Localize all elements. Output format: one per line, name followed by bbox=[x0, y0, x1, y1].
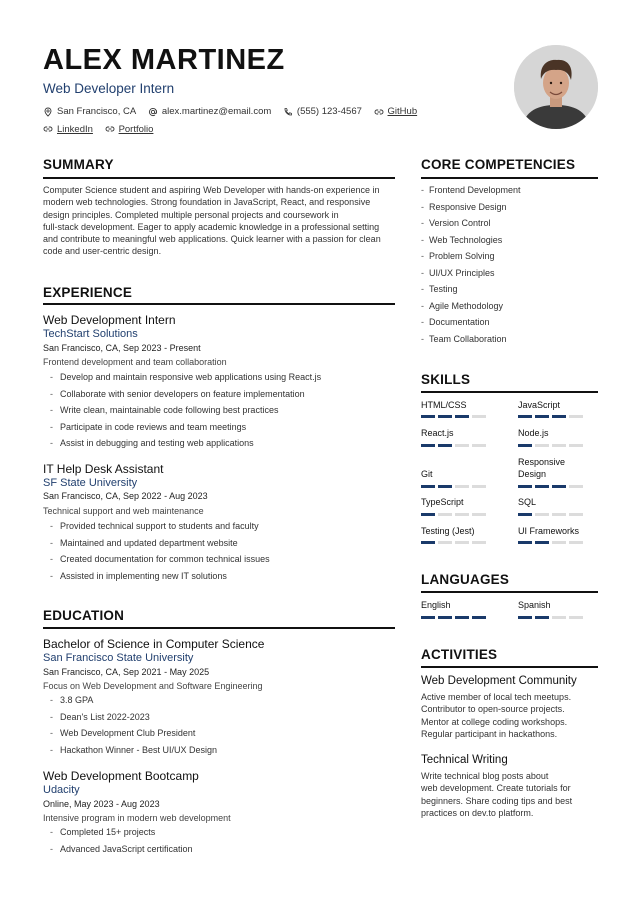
level-segment bbox=[535, 444, 549, 447]
skill-name: TypeScript bbox=[421, 497, 464, 507]
phone-icon bbox=[283, 107, 293, 117]
level-segment bbox=[455, 616, 469, 619]
profile-photo bbox=[514, 45, 598, 129]
list-item: - Documentation bbox=[421, 316, 521, 333]
activities-heading: ACTIVITIES bbox=[421, 647, 498, 662]
level-segment bbox=[569, 444, 583, 447]
contact-info bbox=[43, 104, 443, 139]
language-level-bar bbox=[421, 616, 486, 619]
list-item: - Dean's List 2022-2023 bbox=[50, 711, 217, 728]
language-item bbox=[518, 600, 598, 612]
education-bullets bbox=[50, 826, 193, 859]
education-description: Intensive program in modern web development bbox=[43, 813, 231, 823]
skill-item bbox=[421, 469, 501, 481]
resume-role: Web Developer Intern bbox=[43, 81, 175, 96]
skill-level-bar bbox=[518, 541, 583, 544]
level-segment bbox=[455, 444, 469, 447]
skill-level-bar bbox=[518, 513, 583, 516]
link-icon bbox=[374, 107, 384, 117]
summary-line: full-stack development. Eager to apply academic knowledge in a professional setting bbox=[43, 221, 380, 232]
location-text: San Francisco, CA bbox=[57, 106, 137, 117]
summary-line: code and user-centric design. bbox=[43, 246, 162, 257]
skill-level-bar bbox=[421, 541, 486, 544]
experience-heading: EXPERIENCE bbox=[43, 285, 133, 300]
resume-name: ALEX MARTINEZ bbox=[43, 44, 285, 76]
activity-line: Contributor to open-source projects. bbox=[421, 704, 565, 715]
list-item: - Collaborate with senior developers on feature implementation bbox=[50, 388, 321, 405]
link-icon bbox=[43, 124, 53, 134]
activity-line: Write technical blog posts about bbox=[421, 771, 549, 781]
level-segment bbox=[552, 513, 566, 516]
activity-description bbox=[421, 691, 601, 740]
education-school: Udacity bbox=[43, 784, 80, 796]
list-item: - Develop and maintain responsive web applications using React.js bbox=[50, 371, 321, 388]
list-item: - Testing bbox=[421, 283, 521, 300]
job-description: Frontend development and team collaboration bbox=[43, 357, 227, 367]
language-name: Spanish bbox=[518, 600, 551, 610]
activity-line: Mentor at college coding workshops. bbox=[421, 716, 568, 727]
list-item: - Write clean, maintainable code following best practices bbox=[50, 404, 321, 421]
activity-line: Regular participant in hackathons. bbox=[421, 728, 558, 739]
skill-item bbox=[421, 400, 501, 412]
language-item bbox=[421, 600, 501, 612]
education-degree: Bachelor of Science in Computer Science bbox=[43, 637, 265, 651]
skill-name: Node.js bbox=[518, 428, 549, 438]
level-segment bbox=[472, 541, 486, 544]
portfolio-link[interactable]: Portfolio bbox=[118, 123, 154, 135]
level-segment bbox=[438, 616, 452, 619]
education-bullets bbox=[50, 694, 217, 760]
summary-line: Computer Science student and aspiring Web Developer with hands-on experience in bbox=[43, 185, 380, 195]
level-segment bbox=[472, 616, 486, 619]
link-icon bbox=[105, 124, 115, 134]
at-sign-icon bbox=[148, 107, 158, 117]
list-item: - Responsive Design bbox=[421, 201, 521, 218]
competencies-list bbox=[421, 184, 521, 349]
level-segment bbox=[535, 541, 549, 544]
skill-item bbox=[421, 497, 501, 509]
level-segment bbox=[569, 616, 583, 619]
level-segment bbox=[552, 485, 566, 488]
education-divider bbox=[43, 627, 395, 629]
summary-line: modern web technologies. Strong foundation in JavaScript, React, and responsive bbox=[43, 197, 371, 208]
level-segment bbox=[569, 541, 583, 544]
contact-email[interactable] bbox=[148, 104, 271, 119]
job-title: IT Help Desk Assistant bbox=[43, 462, 164, 476]
skill-name: Git bbox=[421, 469, 433, 479]
list-item: - Participate in code reviews and team meetings bbox=[50, 421, 321, 438]
skill-name: UI Frameworks bbox=[518, 526, 580, 536]
skill-item bbox=[421, 428, 501, 440]
level-segment bbox=[421, 444, 435, 447]
level-segment bbox=[569, 513, 583, 516]
job-company: SF State University bbox=[43, 477, 138, 489]
skills-heading: SKILLS bbox=[421, 372, 471, 387]
summary-heading: SUMMARY bbox=[43, 157, 114, 172]
level-segment bbox=[438, 444, 452, 447]
experience-divider bbox=[43, 303, 395, 305]
level-segment bbox=[455, 541, 469, 544]
level-segment bbox=[455, 415, 469, 418]
language-level-bar bbox=[518, 616, 583, 619]
activity-line: beginners. Share coding tips and best bbox=[421, 795, 573, 806]
skill-level-bar bbox=[518, 485, 583, 488]
skill-name: Testing (Jest) bbox=[421, 526, 475, 536]
level-segment bbox=[472, 485, 486, 488]
skill-name: SQL bbox=[518, 497, 537, 507]
level-segment bbox=[438, 415, 452, 418]
activity-line: Active member of local tech meetups. bbox=[421, 692, 572, 702]
level-segment bbox=[472, 444, 486, 447]
level-segment bbox=[421, 415, 435, 418]
level-segment bbox=[472, 415, 486, 418]
github-link[interactable]: GitHub bbox=[387, 106, 418, 117]
competencies-heading: CORE COMPETENCIES bbox=[421, 157, 576, 172]
skill-level-bar bbox=[518, 444, 583, 447]
skill-item bbox=[518, 497, 598, 509]
summary-line: and contribute to meaningful web applications. Quick learner with a passion for clean bbox=[43, 234, 381, 245]
skill-level-bar bbox=[421, 444, 486, 447]
education-degree: Web Development Bootcamp bbox=[43, 769, 199, 783]
job-description: Technical support and web maintenance bbox=[43, 506, 204, 516]
level-segment bbox=[518, 513, 532, 516]
list-item: - Advanced JavaScript certification bbox=[50, 843, 193, 860]
level-segment bbox=[421, 616, 435, 619]
level-segment bbox=[569, 485, 583, 488]
skill-level-bar bbox=[518, 415, 583, 418]
list-item: - Provided technical support to students and faculty bbox=[50, 520, 270, 537]
skill-item bbox=[518, 400, 598, 412]
list-item: - Web Development Club President bbox=[50, 727, 217, 744]
level-segment bbox=[552, 444, 566, 447]
list-item: - Assisted in implementing new IT solutions bbox=[50, 570, 270, 587]
list-item: - Problem Solving bbox=[421, 250, 521, 267]
contact-portfolio[interactable] bbox=[105, 122, 154, 137]
activity-title: Technical Writing bbox=[421, 754, 508, 766]
linkedin-link[interactable]: LinkedIn bbox=[57, 123, 93, 135]
level-segment bbox=[438, 513, 452, 516]
list-item: - 3.8 GPA bbox=[50, 694, 217, 711]
activity-line: web development. Create tutorials for bbox=[421, 783, 571, 794]
level-segment bbox=[518, 444, 532, 447]
email-text[interactable]: alex.martinez@email.com bbox=[161, 106, 272, 117]
skills-divider bbox=[421, 391, 598, 393]
level-segment bbox=[421, 541, 435, 544]
list-item: - Frontend Development bbox=[421, 184, 521, 201]
education-meta: Online, May 2023 - Aug 2023 bbox=[43, 799, 160, 809]
level-segment bbox=[421, 513, 435, 516]
activity-description bbox=[421, 770, 601, 819]
job-bullets bbox=[50, 371, 321, 454]
summary-text bbox=[43, 184, 399, 258]
list-item: - Agile Methodology bbox=[421, 300, 521, 317]
list-item: - Web Technologies bbox=[421, 234, 521, 251]
job-meta: San Francisco, CA, Sep 2023 - Present bbox=[43, 343, 201, 353]
job-meta: San Francisco, CA, Sep 2022 - Aug 2023 bbox=[43, 491, 208, 501]
level-segment bbox=[455, 485, 469, 488]
contact-phone[interactable] bbox=[283, 104, 362, 119]
skill-level-bar bbox=[421, 513, 486, 516]
activities-divider bbox=[421, 666, 598, 668]
level-segment bbox=[518, 485, 532, 488]
education-heading: EDUCATION bbox=[43, 608, 125, 623]
level-segment bbox=[552, 415, 566, 418]
level-segment bbox=[569, 415, 583, 418]
level-segment bbox=[535, 616, 549, 619]
phone-text[interactable]: (555) 123-4567 bbox=[296, 106, 362, 117]
skill-item bbox=[518, 526, 598, 538]
level-segment bbox=[535, 513, 549, 516]
list-item: - Completed 15+ projects bbox=[50, 826, 193, 843]
level-segment bbox=[535, 415, 549, 418]
level-segment bbox=[518, 616, 532, 619]
level-segment bbox=[438, 485, 452, 488]
skill-name: JavaScript bbox=[518, 400, 561, 410]
skill-name: HTML/CSS bbox=[421, 400, 467, 410]
list-item: - Hackathon Winner - Best UI/UX Design bbox=[50, 744, 217, 761]
competencies-divider bbox=[421, 177, 598, 179]
job-title: Web Development Intern bbox=[43, 313, 176, 327]
list-item: - Maintained and updated department website bbox=[50, 537, 270, 554]
skill-name: Responsive Design bbox=[518, 457, 566, 479]
list-item: - Created documentation for common technical issues bbox=[50, 553, 270, 570]
job-company: TechStart Solutions bbox=[43, 328, 138, 340]
languages-heading: LANGUAGES bbox=[421, 572, 510, 587]
skill-item bbox=[518, 428, 598, 440]
level-segment bbox=[518, 541, 532, 544]
location-pin-icon bbox=[43, 107, 53, 117]
education-school: San Francisco State University bbox=[43, 652, 194, 664]
skill-level-bar bbox=[421, 415, 486, 418]
level-segment bbox=[455, 513, 469, 516]
contact-github[interactable] bbox=[374, 104, 418, 119]
skill-name: React.js bbox=[421, 428, 454, 438]
level-segment bbox=[552, 616, 566, 619]
level-segment bbox=[421, 485, 435, 488]
languages-divider bbox=[421, 591, 598, 593]
education-meta: San Francisco, CA, Sep 2021 - May 2025 bbox=[43, 667, 210, 677]
education-description: Focus on Web Development and Software Engineering bbox=[43, 681, 263, 691]
level-segment bbox=[552, 541, 566, 544]
level-segment bbox=[472, 513, 486, 516]
skill-level-bar bbox=[421, 485, 486, 488]
level-segment bbox=[518, 415, 532, 418]
list-item: - UI/UX Principles bbox=[421, 267, 521, 284]
summary-divider bbox=[43, 177, 395, 179]
level-segment bbox=[438, 541, 452, 544]
profile-photo-avatar bbox=[514, 45, 598, 129]
list-item: - Team Collaboration bbox=[421, 333, 521, 350]
language-name: English bbox=[421, 600, 451, 610]
job-bullets bbox=[50, 520, 270, 586]
contact-linkedin[interactable] bbox=[43, 122, 93, 137]
list-item: - Assist in debugging and testing web applications bbox=[50, 437, 321, 454]
summary-line: design principles. Completed multiple personal projects and coursework in bbox=[43, 209, 339, 220]
list-item: - Version Control bbox=[421, 217, 521, 234]
skill-item bbox=[518, 457, 588, 480]
skill-item bbox=[421, 526, 501, 538]
contact-location bbox=[43, 104, 136, 119]
activity-line: practices on dev.to platform. bbox=[421, 807, 534, 818]
level-segment bbox=[535, 485, 549, 488]
activity-title: Web Development Community bbox=[421, 675, 577, 687]
